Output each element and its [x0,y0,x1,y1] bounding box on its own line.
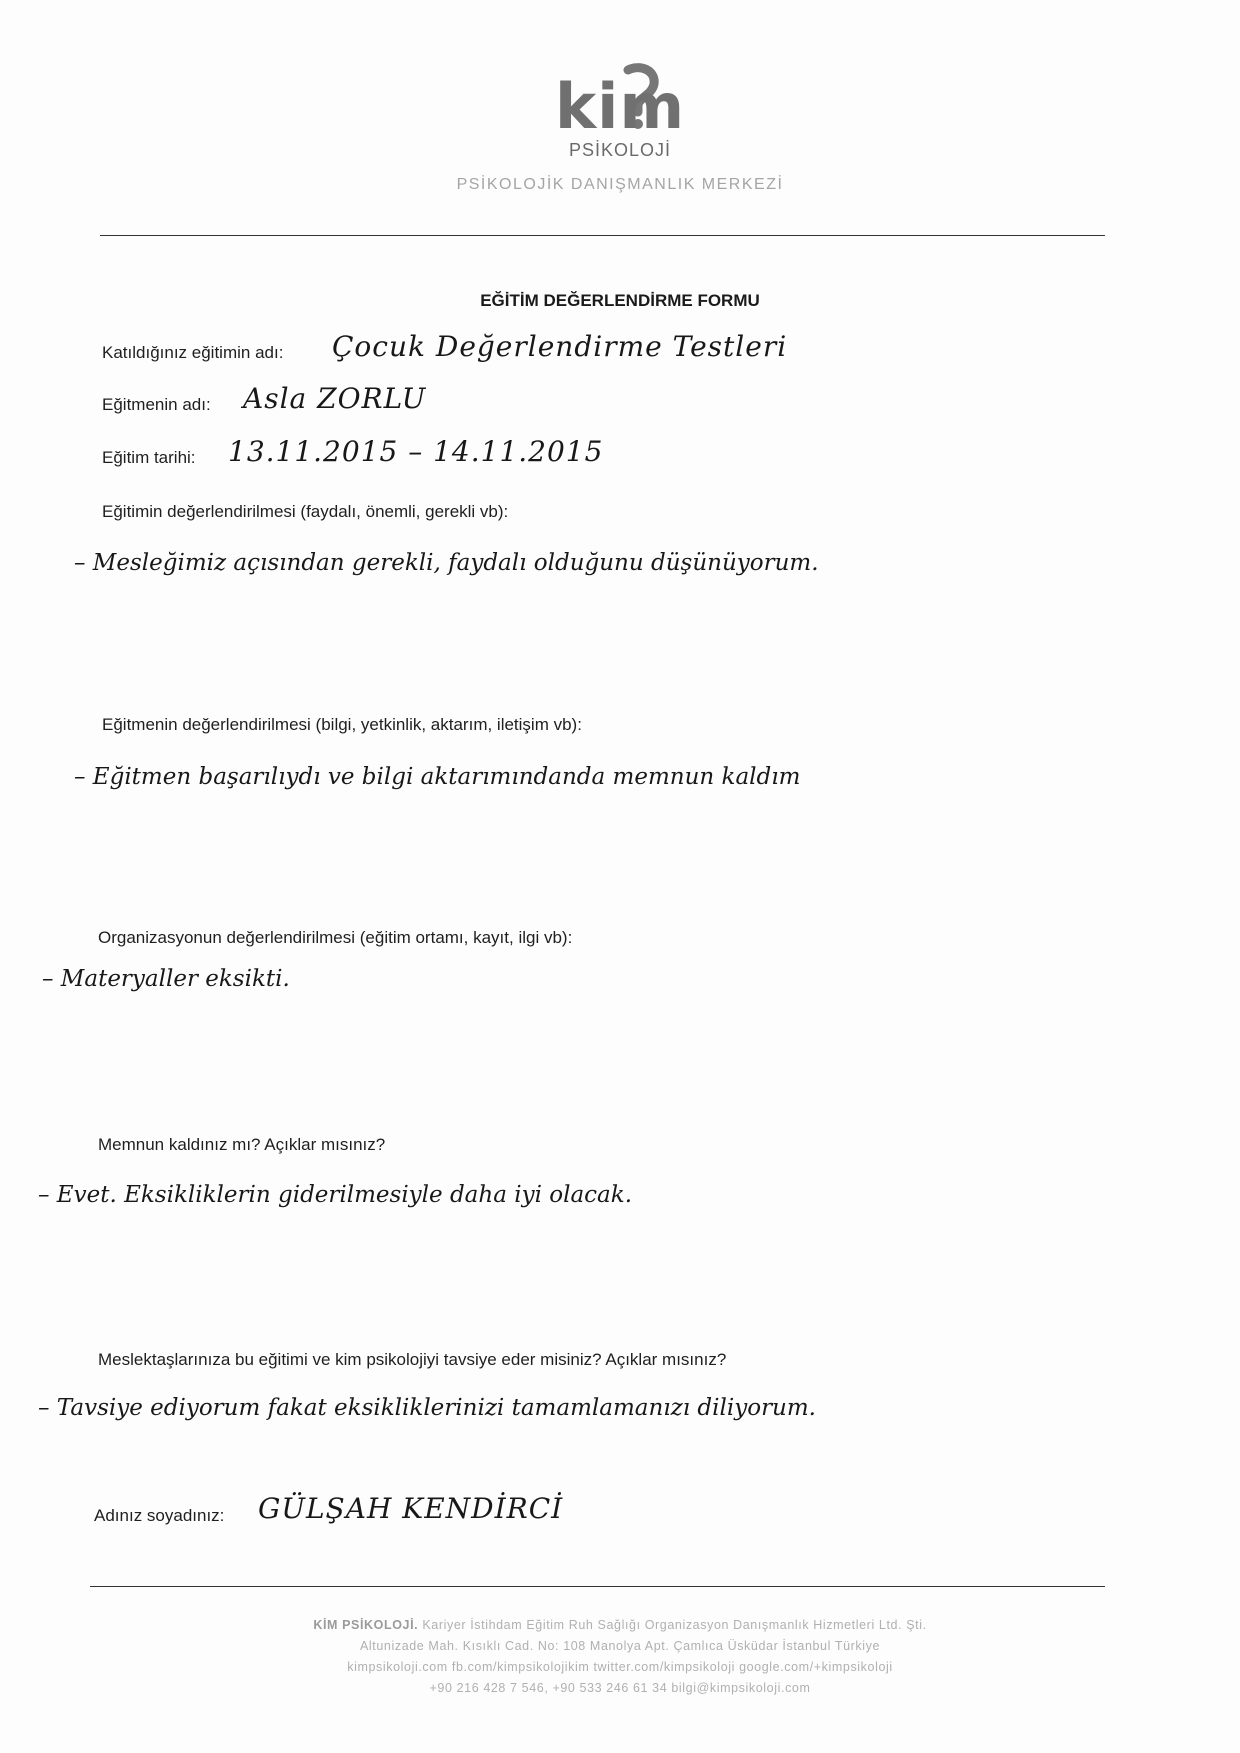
question-label: Memnun kaldınız mı? Açıklar mısınız? [98,1135,386,1154]
footer-web-links: kimpsikoloji.com fb.com/kimpsikolojikim twitter.com/kimpsikoloji google.com/+kimpsikoloji [347,1660,893,1674]
signature-label: Adınız soyadınız: [94,1506,225,1525]
question-answer[interactable]: – Eğitmen başarılıydı ve bilgi aktarımındanda memnun kaldım [74,764,801,790]
training-date-value[interactable]: 13.11.2015 – 14.11.2015 [228,435,604,468]
footer-company-brand: KİM PSİKOLOJİ. [313,1618,419,1632]
question-label: Eğitmenin değerlendirilmesi (bilgi, yetkinlik, aktarım, iletişim vb): [102,715,582,734]
question-label: Meslektaşlarınıza bu eğitimi ve kim psikolojiyi tavsiye eder misiniz? Açıklar mısınız? [98,1350,727,1369]
training-name-value[interactable]: Çocuk Değerlendirme Testleri [332,330,788,363]
signature-value[interactable]: GÜLŞAH KENDİRCİ [258,1492,564,1525]
footer-company [0,1618,1240,1632]
brand-tagline: PSİKOLOJİK DANIŞMANLIK MERKEZİ [456,176,784,193]
footer-contact: +90 216 428 7 546, +90 533 246 61 34 bilgi@kimpsikoloji.com [429,1681,811,1695]
brand-subtitle: PSİKOLOJİ [568,140,672,160]
question-answer[interactable]: – Evet. Eksikliklerin giderilmesiyle daha iyi olacak. [38,1182,633,1208]
question-answer[interactable]: – Materyaller eksikti. [42,966,290,992]
question-answer[interactable]: – Tavsiye ediyorum fakat eksikliklerinizi tamamlamanızı diliyorum. [38,1395,816,1421]
footer-company-rest: Kariyer İstihdam Eğitim Ruh Sağlığı Organizasyon Danışmanlık Hizmetleri Ltd. Şti. [422,1618,927,1632]
question-answer[interactable]: – Mesleğimiz açısından gerekli, faydalı olduğunu düşünüyorum. [74,550,819,576]
training-name-label: Katıldığınız eğitimin adı: [102,343,284,362]
trainer-name-value[interactable]: Asla ZORLU [243,382,427,415]
logo-wordmark: kim [554,70,686,143]
trainer-name-label: Eğitmenin adı: [102,395,211,414]
footer-divider [90,1586,1105,1587]
header-divider [100,235,1105,236]
question-label: Eğitimin değerlendirilmesi (faydalı, önemli, gerekli vb): [102,502,509,521]
footer-address: Altunizade Mah. Kısıklı Cad. No: 108 Manolya Apt. Çamlıca Üsküdar İstanbul Türkiye [359,1639,881,1653]
form-title: EĞİTİM DEĞERLENDİRME FORMU [480,291,760,310]
training-date-label: Eğitim tarihi: [102,448,196,467]
question-label: Organizasyonun değerlendirilmesi (eğitim ortamı, kayıt, ilgi vb): [98,928,573,947]
